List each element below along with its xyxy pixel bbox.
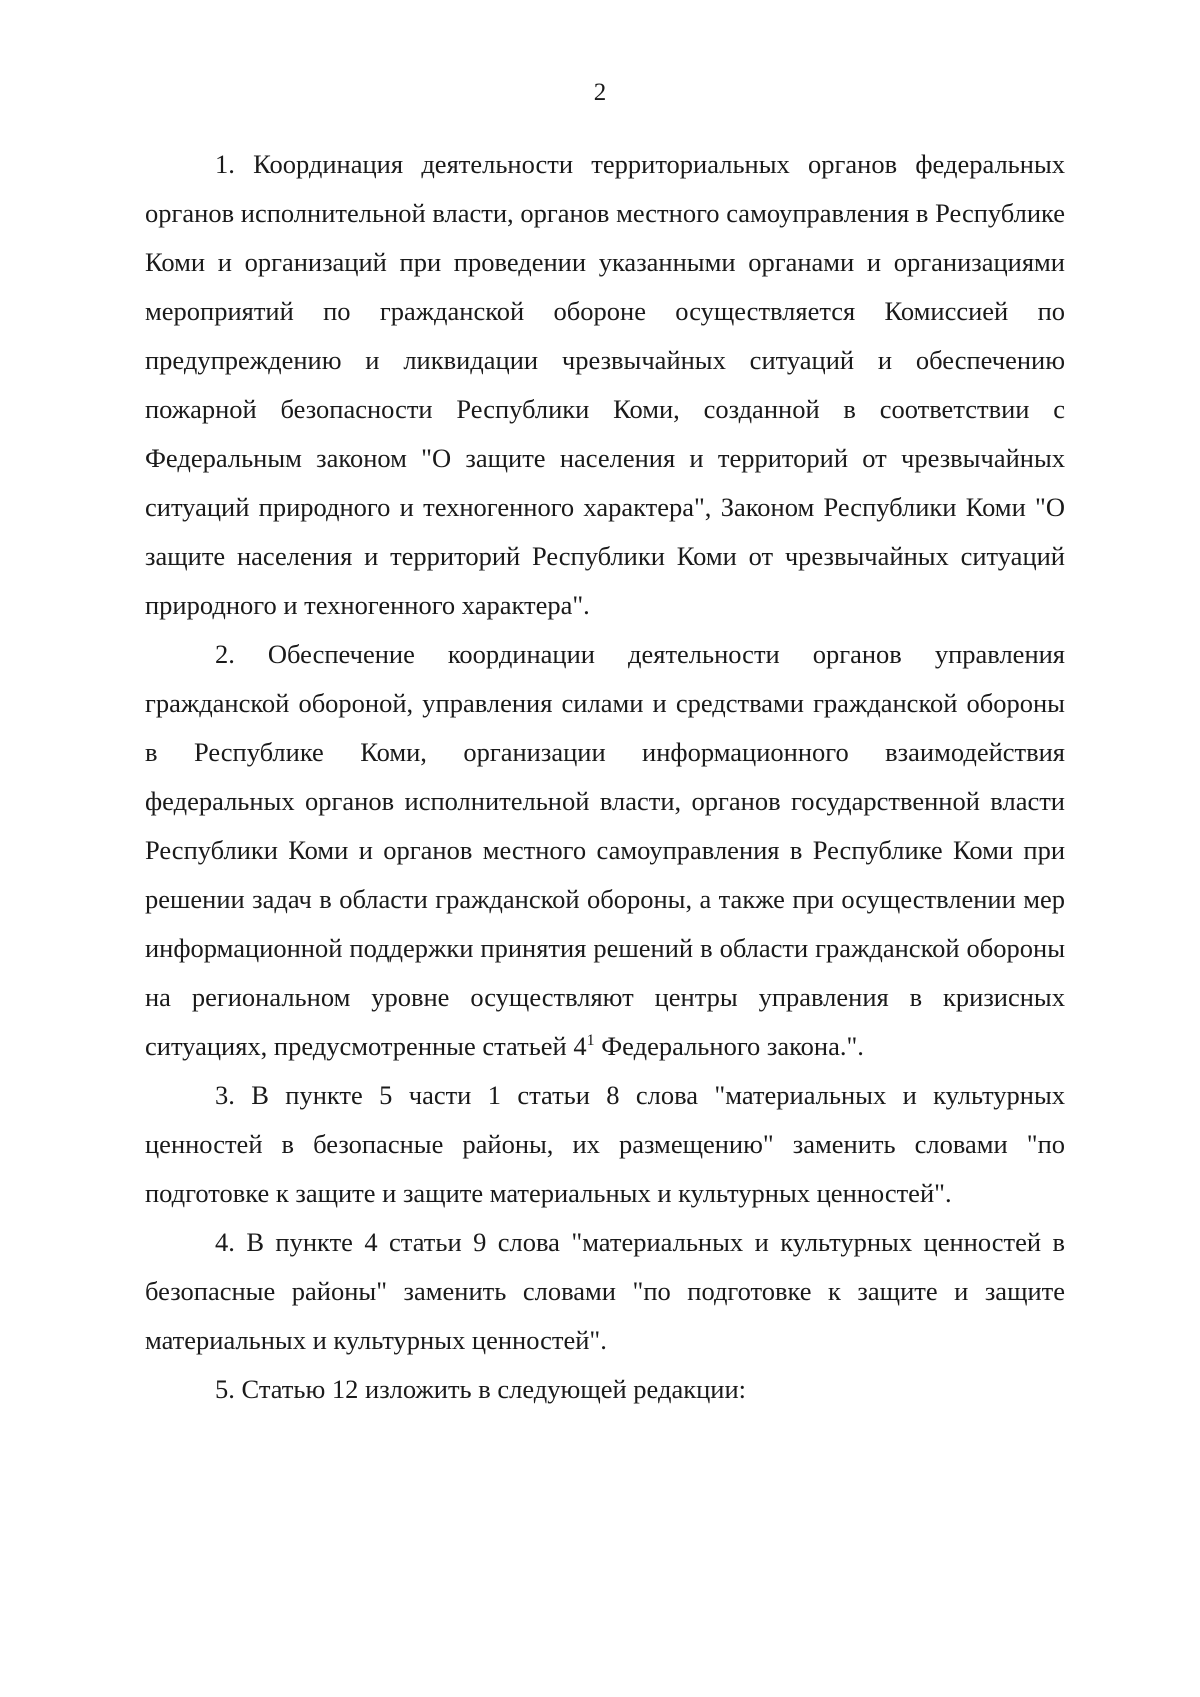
article-superscript: 1 (586, 1032, 595, 1050)
page-number: 2 (593, 79, 607, 106)
paragraph-4: 4. В пункте 4 статьи 9 слова "материальных и культурных ценностей в безопасные районы" заменить словами "по подготовке к защите и защите материальных и культурных ценностей". (145, 1227, 1065, 1355)
paragraph-2 (145, 630, 1065, 1071)
paragraph-5: 5. Статью 12 изложить в следующей редакции: (215, 1374, 746, 1404)
document-body (145, 140, 1065, 1414)
paragraph-3: 3. В пункте 5 части 1 статьи 8 слова "материальных и культурных ценностей в безопасные районы, их размещению" заменить словами "по подготовке к защите и защите материальных и культурных ценностей". (145, 1080, 1065, 1208)
paragraph-2-text: 2. Обеспечение координации деятельности органов управления гражданской обороной, управления силами и средствами гражданской обороны в Республике Коми, организации информационного взаимодействия федеральных органов исполнительной власти, органов государственной власти Республики Коми и органов местного самоуправления в Республике Коми при решении задач в области гражданской обороны, а также при осуществлении мер информационной поддержки принятия решений в области гражданской обороны на региональном уровне осуществляют центры управления в кризисных ситуациях, предусмотренные статьей 4 (145, 639, 1065, 1061)
paragraph-2-text-end: Федерального закона.". (594, 1031, 864, 1061)
paragraph-1: 1. Координация деятельности территориальных органов федеральных органов исполнительной власти, органов местного самоуправления в Республике Коми и организаций при проведении указанными органами и организациями мероприятий по гражданской обороне осуществляется Комиссией по предупреждению и ликвидации чрезвычайных ситуаций и обеспечению пожарной безопасности Республики Коми, созданной в соответствии с Федеральным законом "О защите населения и территорий от чрезвычайных ситуаций природного и техногенного характера", Законом Республики Коми "О защите населения и территорий Республики Коми от чрезвычайных ситуаций природного и техногенного характера". (145, 149, 1065, 620)
